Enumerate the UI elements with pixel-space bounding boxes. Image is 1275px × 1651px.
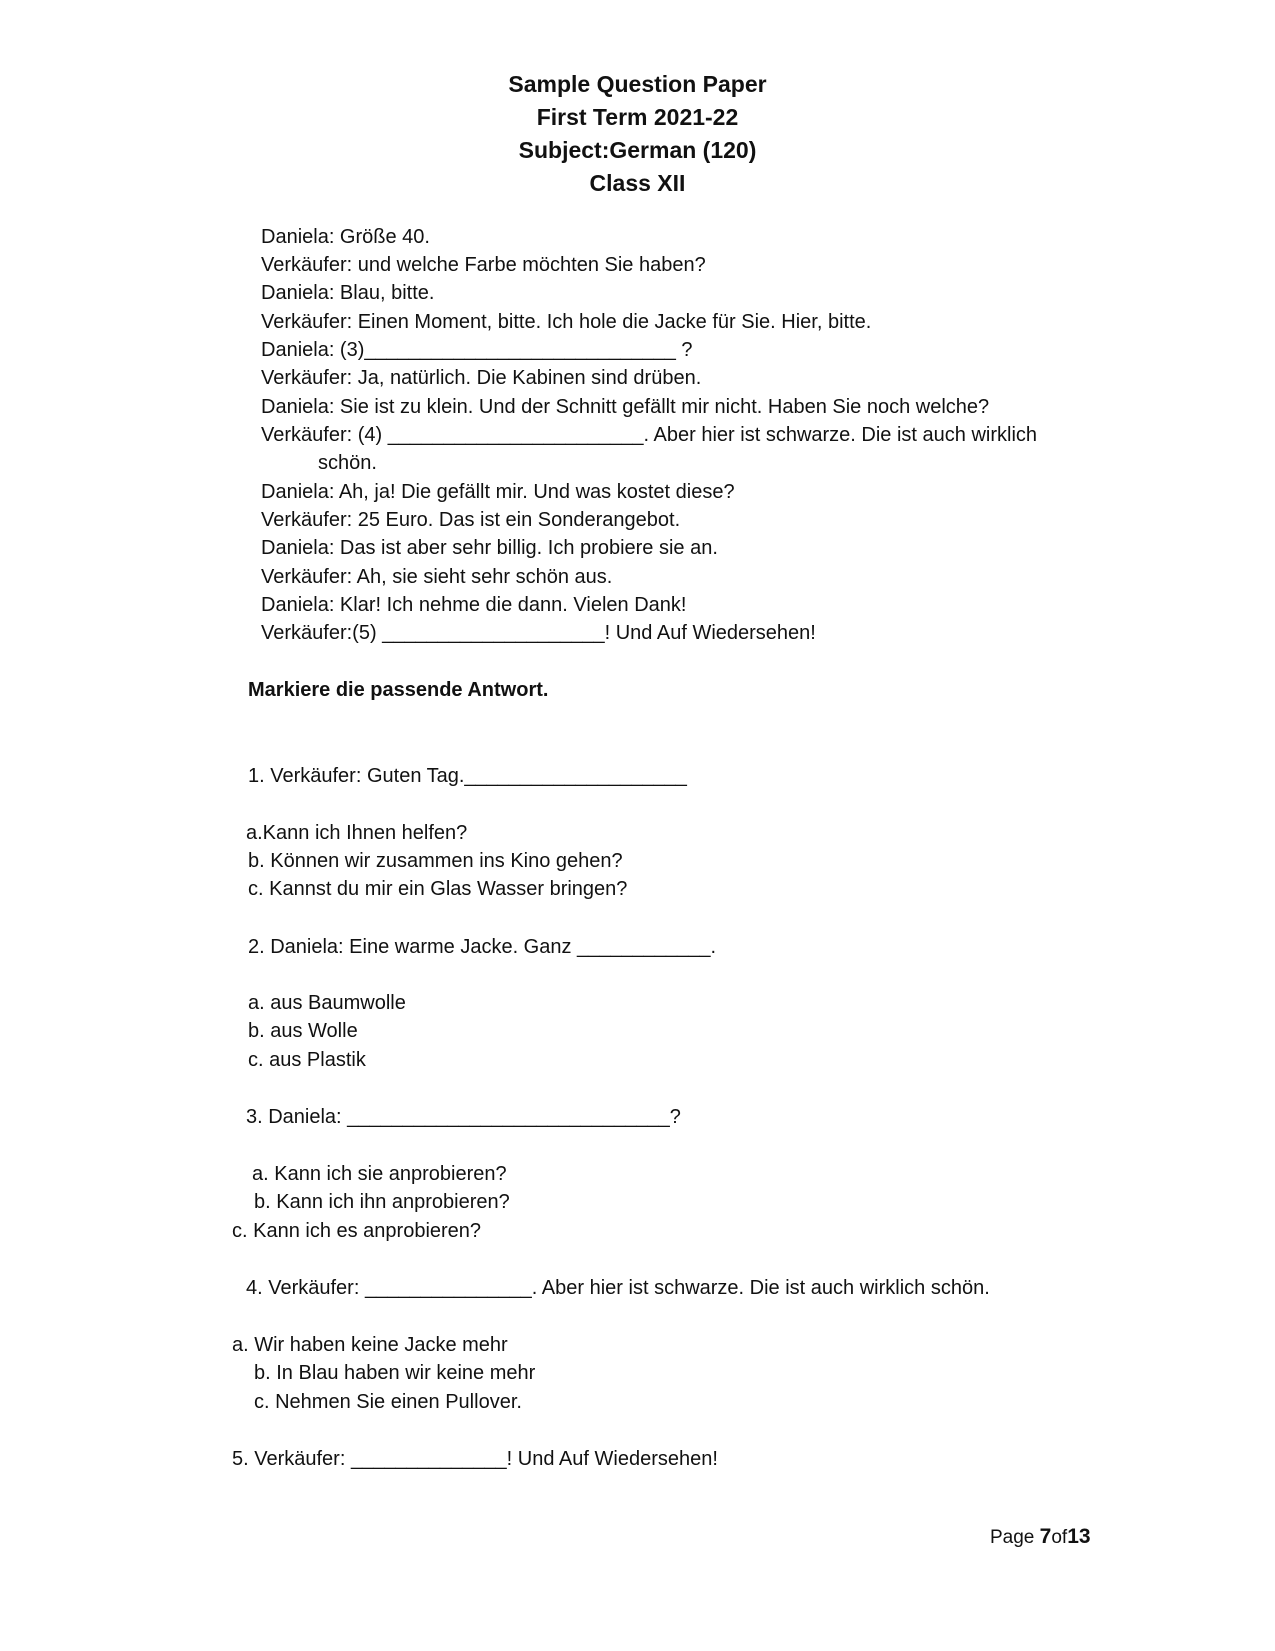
dialogue-line: Verkäufer: und welche Farbe möchten Sie haben? [261,254,706,276]
answer-option[interactable]: c. aus Plastik [248,1049,366,1071]
dialogue-line: Daniela: Größe 40. [261,226,430,248]
dialogue-line: Daniela: (3)____________________________ ? [261,339,693,361]
dialogue-line: Daniela: Ah, ja! Die gefällt mir. Und was kostet diese? [261,481,735,503]
answer-option[interactable]: a. aus Baumwolle [248,992,406,1014]
header-class: Class XII [589,170,686,196]
answer-option[interactable]: a. Wir haben keine Jacke mehr [232,1334,508,1356]
header-subject: Subject:German (120) [518,137,757,163]
dialogue-line: Verkäufer:(5) ____________________! Und Auf Wiedersehen! [261,622,816,644]
answer-option[interactable]: b. Können wir zusammen ins Kino gehen? [248,850,623,872]
dialogue-line: Daniela: Blau, bitte. [261,282,435,304]
answer-option[interactable]: c. Kann ich es anprobieren? [232,1220,482,1242]
answer-option[interactable]: a. Kann ich sie anprobieren? [252,1163,507,1185]
page-label: Page [990,1527,1040,1548]
question-prompt: 4. Verkäufer: _______________. Aber hier ist schwarze. Die ist auch wirklich schön. [246,1277,990,1299]
answer-option[interactable]: b. aus Wolle [248,1020,358,1042]
question-prompt: 2. Daniela: Eine warme Jacke. Ganz ____________. [248,936,717,958]
header-title: Sample Question Paper [508,71,767,97]
answer-option[interactable]: a.Kann ich Ihnen helfen? [246,822,468,844]
dialogue-line: Verkäufer: (4) _______________________. Aber hier ist schwarze. Die ist auch wirklich [261,424,1038,446]
answer-option[interactable]: b. Kann ich ihn anprobieren? [254,1191,510,1213]
page-footer [990,1525,1091,1549]
dialogue-line: schön. [318,452,377,474]
of-label: of [1051,1527,1068,1548]
header-term: First Term 2021-22 [536,104,739,130]
paper-header [0,68,1275,200]
question-prompt: 5. Verkäufer: ______________! Und Auf Wiedersehen! [232,1448,718,1470]
answer-option[interactable]: b. In Blau haben wir keine mehr [254,1362,536,1384]
dialogue-line: Verkäufer: 25 Euro. Das ist ein Sonderangebot. [261,509,681,531]
dialogue-line: Daniela: Klar! Ich nehme die dann. Vielen Dank! [261,594,687,616]
dialogue-line: Verkäufer: Ja, natürlich. Die Kabinen sind drüben. [261,367,702,389]
instruction-heading: Markiere die passende Antwort. [248,679,549,701]
question-prompt: 3. Daniela: _____________________________? [246,1106,681,1128]
dialogue-line: Verkäufer: Einen Moment, bitte. Ich hole die Jacke für Sie. Hier, bitte. [261,311,872,333]
page-number: 7 [1039,1525,1052,1548]
dialogue-line: Verkäufer: Ah, sie sieht sehr schön aus. [261,566,613,588]
total-pages: 13 [1067,1525,1091,1548]
answer-option[interactable]: c. Nehmen Sie einen Pullover. [254,1391,522,1413]
dialogue-line: Daniela: Das ist aber sehr billig. Ich probiere sie an. [261,537,718,559]
dialogue-line: Daniela: Sie ist zu klein. Und der Schnitt gefällt mir nicht. Haben Sie noch welche? [261,396,990,418]
answer-option[interactable]: c. Kannst du mir ein Glas Wasser bringen? [248,878,628,900]
question-prompt: 1. Verkäufer: Guten Tag.____________________ [248,765,687,787]
